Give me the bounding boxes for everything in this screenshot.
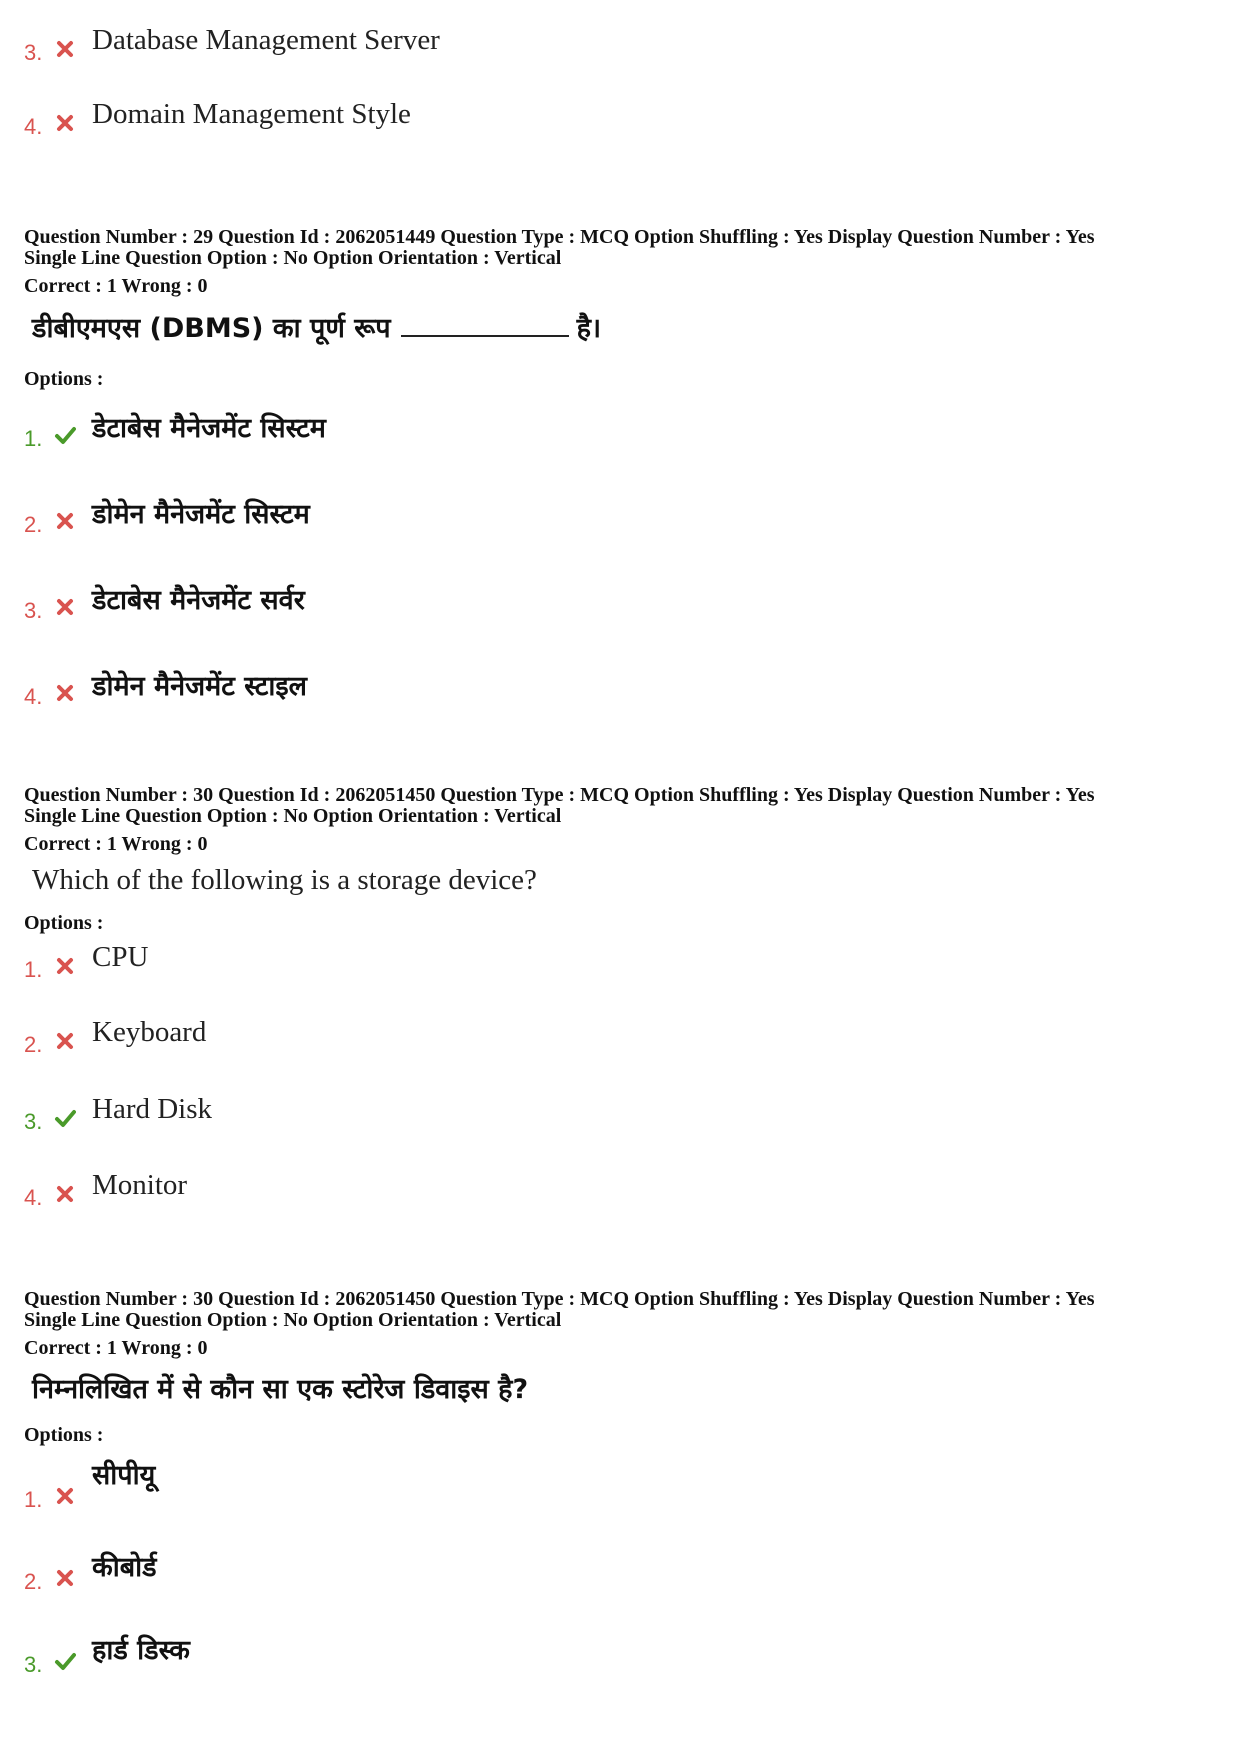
- score-line: Correct : 1 Wrong : 0: [24, 833, 208, 855]
- option-text: सीपीयू: [92, 1460, 156, 1491]
- option-number: 1.: [24, 957, 43, 982]
- option-number: 1.: [24, 1487, 43, 1512]
- option-text: Domain Management Style: [92, 98, 411, 130]
- q30-hi-option-1: [24, 1460, 824, 1515]
- option-text: Monitor: [92, 1169, 188, 1201]
- option-number: 4.: [24, 1185, 43, 1210]
- cross-icon: [54, 510, 76, 532]
- option-text: डेटाबेस मैनेजमेंट सिस्टम: [92, 413, 326, 444]
- question-text-after: है।: [576, 313, 602, 344]
- q30-en-option-3: [24, 1093, 824, 1137]
- option-number: 3.: [24, 598, 43, 623]
- question-text: [32, 308, 601, 345]
- question-text-before: डीबीएमएस (DBMS) का पूर्ण रूप: [32, 313, 391, 344]
- option-text: डेटाबेस मैनेजमेंट सर्वर: [92, 585, 305, 616]
- option-number: 2.: [24, 1569, 43, 1594]
- cross-icon: [54, 112, 76, 134]
- question-meta-line: Single Line Question Option : No Option Orientation : Vertical: [24, 247, 562, 269]
- check-icon: [54, 424, 76, 446]
- option-number: 2.: [24, 1032, 43, 1057]
- question-meta-line: Single Line Question Option : No Option Orientation : Vertical: [24, 805, 562, 827]
- option-text: CPU: [92, 941, 149, 973]
- option-text: डोमेन मैनेजमेंट स्टाइल: [92, 671, 307, 702]
- option-number: 1.: [24, 426, 43, 451]
- cross-icon: [54, 38, 76, 60]
- cross-icon: [54, 1485, 76, 1507]
- question-meta-line: Question Number : 30 Question Id : 2062051450 Question Type : MCQ Option Shuffling : Yes Display Question Number : Yes: [24, 784, 1095, 806]
- option-text: कीबोर्ड: [92, 1552, 157, 1583]
- option-number: 3.: [24, 1109, 43, 1134]
- option-text: डोमेन मैनेजमेंट सिस्टम: [92, 499, 310, 530]
- q28-option-4: [24, 98, 824, 142]
- options-label: Options :: [24, 912, 104, 934]
- option-number: 3.: [24, 40, 43, 65]
- options-label: Options :: [24, 368, 104, 390]
- q29-option-4: [24, 672, 824, 712]
- check-icon: [54, 1107, 76, 1129]
- cross-icon: [54, 596, 76, 618]
- q30-en-option-1: [24, 941, 824, 985]
- cross-icon: [54, 1183, 76, 1205]
- score-line: Correct : 1 Wrong : 0: [24, 275, 208, 297]
- check-icon: [54, 1650, 76, 1672]
- question-meta-line: Question Number : 30 Question Id : 2062051450 Question Type : MCQ Option Shuffling : Yes Display Question Number : Yes: [24, 1288, 1095, 1310]
- q30-en-option-4: [24, 1169, 824, 1213]
- option-number: 4.: [24, 684, 43, 709]
- option-number: 3.: [24, 1652, 43, 1677]
- option-number: 2.: [24, 512, 43, 537]
- q28-option-3: [24, 24, 824, 68]
- q29-option-1: [24, 414, 824, 454]
- q30-hi-option-2: [24, 1552, 824, 1597]
- options-label: Options :: [24, 1424, 104, 1446]
- cross-icon: [54, 955, 76, 977]
- option-text: हार्ड डिस्क: [92, 1635, 190, 1666]
- cross-icon: [54, 1567, 76, 1589]
- question-text: निम्नलिखित में से कौन सा एक स्टोरेज डिवाइस है?: [32, 1374, 529, 1405]
- score-line: Correct : 1 Wrong : 0: [24, 1337, 208, 1359]
- q29-option-3: [24, 586, 824, 626]
- option-number: 4.: [24, 114, 43, 139]
- option-text: Database Management Server: [92, 24, 440, 56]
- option-text: Hard Disk: [92, 1093, 213, 1125]
- cross-icon: [54, 1030, 76, 1052]
- question-text: Which of the following is a storage device?: [32, 864, 537, 896]
- q30-hi-option-3: [24, 1635, 824, 1680]
- question-meta-line: Question Number : 29 Question Id : 2062051449 Question Type : MCQ Option Shuffling : Yes Display Question Number : Yes: [24, 226, 1095, 248]
- option-text: Keyboard: [92, 1016, 207, 1048]
- answer-blank: [401, 335, 569, 337]
- q30-en-option-2: [24, 1016, 824, 1060]
- question-meta-line: Single Line Question Option : No Option Orientation : Vertical: [24, 1309, 562, 1331]
- cross-icon: [54, 682, 76, 704]
- q29-option-2: [24, 500, 824, 540]
